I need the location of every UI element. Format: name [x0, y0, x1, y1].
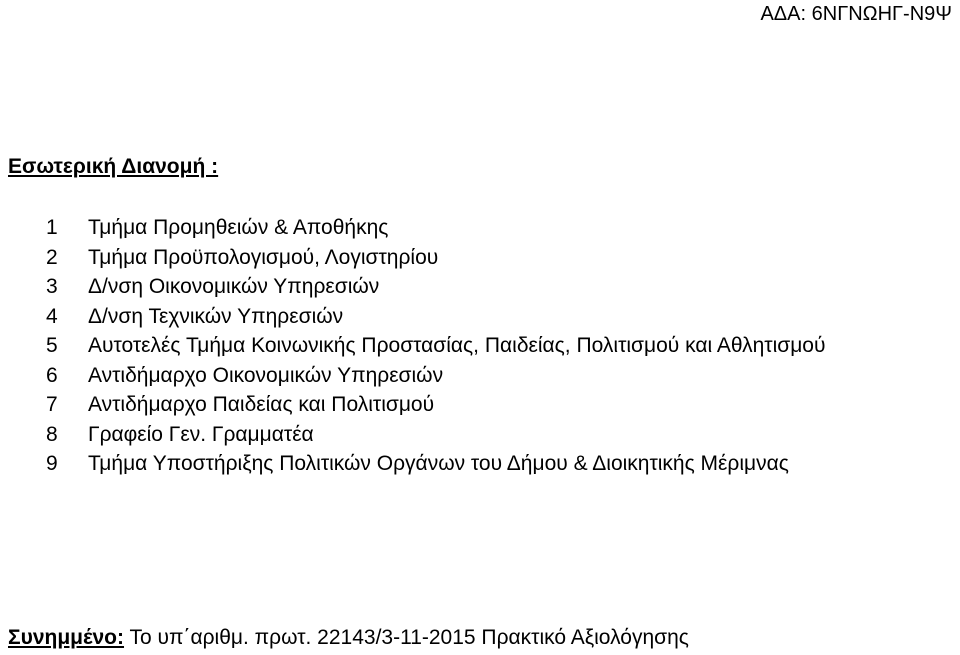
- list-item: [46, 243, 948, 273]
- item-number: 5: [46, 334, 58, 357]
- ada-code: ΑΔΑ: 6ΝΓΝΩΗΓ-Ν9Ψ: [760, 3, 952, 25]
- list-item: [46, 302, 948, 332]
- list-item: [46, 213, 948, 243]
- internal-distribution-heading: Εσωτερική Διανομή :: [8, 155, 219, 178]
- attachment-label: Συνημμένο:: [8, 626, 125, 649]
- item-number: 2: [46, 245, 58, 269]
- item-number: 9: [46, 452, 58, 475]
- item-text: Δ/νση Οικονομικών Υπηρεσιών: [88, 275, 380, 298]
- item-text: Αυτοτελές Τμήμα Κοινωνικής Προστασίας, Παιδείας, Πολιτισμού και Αθλητισμού: [88, 334, 826, 357]
- item-number: 3: [46, 275, 58, 298]
- item-number: 6: [46, 363, 58, 387]
- item-text: Δ/νση Τεχνικών Υπηρεσιών: [88, 304, 344, 328]
- item-text: Τμήμα Προμηθειών & Αποθήκης: [88, 216, 389, 239]
- list-item: [46, 272, 948, 302]
- item-text: Γραφείο Γεν. Γραμματέα: [88, 422, 314, 446]
- list-item: [46, 420, 948, 450]
- attachment-text: Το υπ΄αριθμ. πρωτ. 22143/3-11-2015 Πρακτικό Αξιολόγησης: [124, 626, 689, 649]
- list-item: [46, 361, 948, 391]
- item-text: Τμήμα Προϋπολογισμού, Λογιστηρίου: [88, 245, 439, 269]
- distribution-list: [46, 213, 948, 479]
- item-number: 4: [46, 304, 58, 328]
- list-item: [46, 331, 948, 361]
- item-text: Αντιδήμαρχο Οικονομικών Υπηρεσιών: [88, 363, 444, 387]
- item-number: 7: [46, 393, 58, 416]
- item-number: 8: [46, 422, 58, 446]
- item-text: Τμήμα Υποστήριξης Πολιτικών Οργάνων του Δήμου & Διοικητικής Μέριμνας: [88, 452, 789, 475]
- list-item: [46, 390, 948, 420]
- item-text: Αντιδήμαρχο Παιδείας και Πολιτισμού: [88, 393, 435, 416]
- attachment-line: [8, 625, 689, 651]
- item-number: 1: [46, 216, 58, 239]
- list-item: [46, 449, 948, 479]
